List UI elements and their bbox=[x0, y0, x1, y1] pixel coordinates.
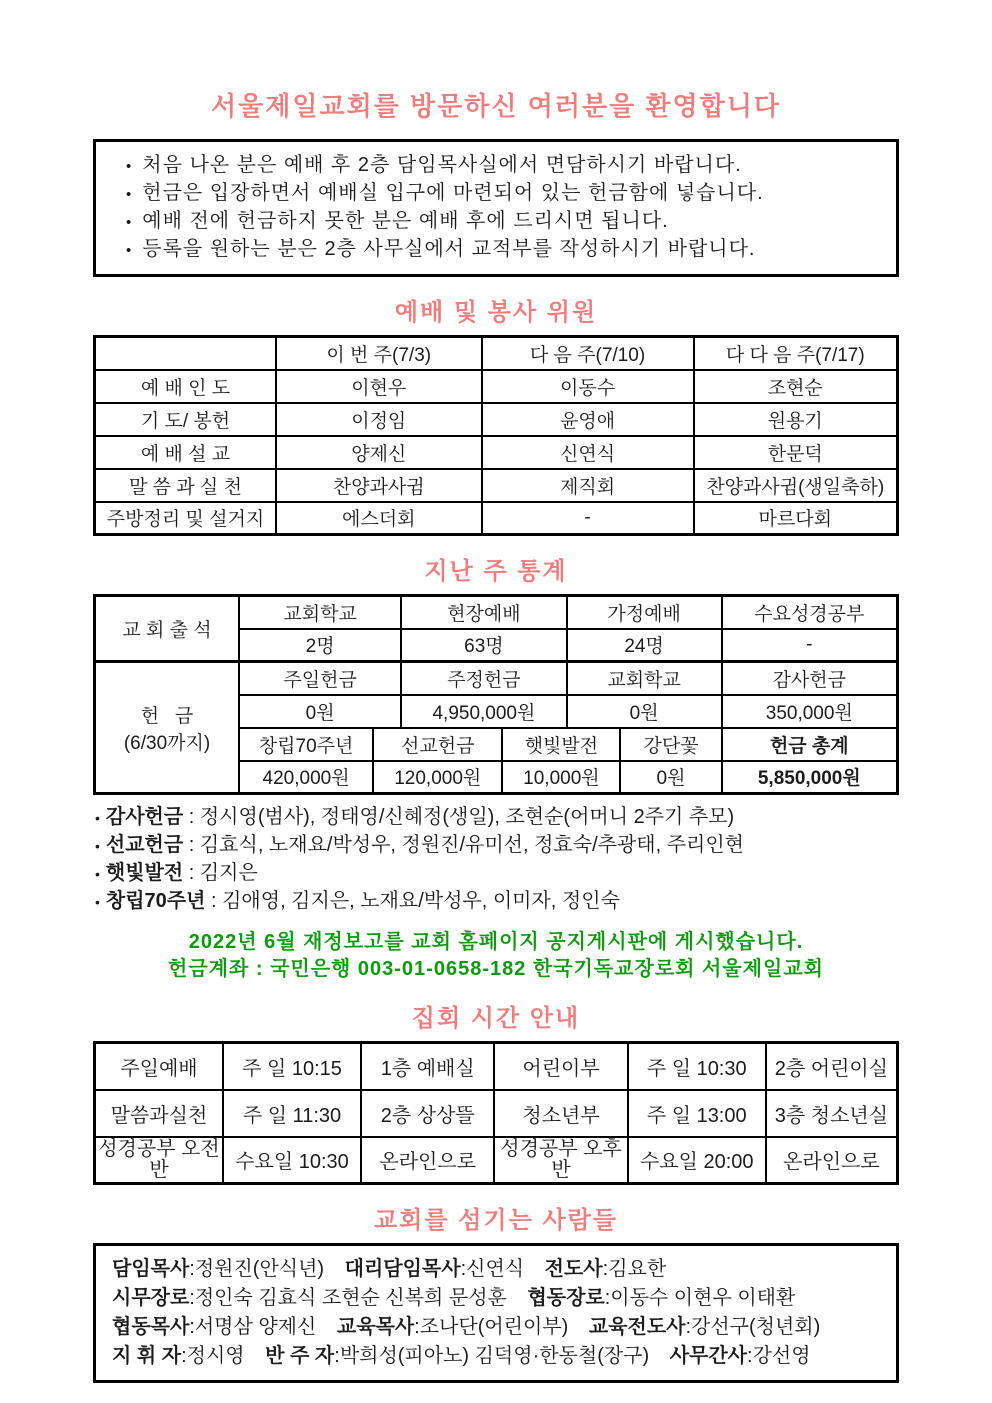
staff-line bbox=[112, 1342, 880, 1371]
row-label: 기 도/ 봉헌 bbox=[95, 403, 276, 436]
cell: - bbox=[482, 502, 694, 535]
cell: 420,000원 bbox=[239, 761, 373, 794]
staff-separator: : bbox=[685, 1316, 692, 1338]
cell: 350,000원 bbox=[722, 695, 898, 728]
bullet-icon: • bbox=[95, 810, 100, 826]
staff-entry bbox=[337, 1316, 568, 1338]
section-title-serving-people: 교회를 섬기는 사람들 bbox=[374, 1207, 618, 1234]
welcome-item bbox=[126, 236, 888, 264]
welcome-box bbox=[93, 139, 899, 277]
note-item bbox=[95, 804, 899, 832]
note-item bbox=[95, 832, 899, 860]
cell: 교회학교 bbox=[239, 596, 401, 629]
staff-entry bbox=[527, 1287, 795, 1309]
table-row bbox=[95, 370, 898, 403]
header-cell-this-week: 이 번 주(7/3) bbox=[276, 337, 482, 370]
cell: 찬양과사귐(생일축하) bbox=[694, 469, 898, 502]
notice-line-bank-account: 헌금계좌 : 국민은행 003-01-0658-182 한국기독교장로회 서울제일교회 bbox=[168, 958, 824, 980]
staff-role: 전도사 bbox=[544, 1258, 603, 1280]
note-separator: : bbox=[205, 890, 223, 912]
table-row bbox=[95, 436, 898, 469]
staff-names: 정인숙 김효식 조현순 신복희 문성훈 bbox=[194, 1287, 507, 1309]
cell: 윤영애 bbox=[482, 403, 694, 436]
note-label: 창립70주년 bbox=[105, 890, 206, 912]
bullet-icon: • bbox=[95, 866, 100, 882]
staff-names: 서명삼 양제신 bbox=[194, 1316, 317, 1338]
cell: 주일예배 bbox=[95, 1043, 223, 1090]
staff-role: 사무간사 bbox=[669, 1345, 747, 1367]
staff-separator: : bbox=[189, 1258, 195, 1280]
welcome-item-text: 처음 나온 분은 예배 후 2층 담임목사실에서 면담하시기 바랍니다. bbox=[142, 154, 742, 176]
welcome-item bbox=[126, 208, 888, 236]
meeting-times-table bbox=[93, 1041, 899, 1185]
cell: 현장예배 bbox=[401, 596, 566, 629]
cell: 주 일 11:30 bbox=[223, 1090, 361, 1137]
cell: 3층 청소년실 bbox=[766, 1090, 898, 1137]
cell: 한문덕 bbox=[694, 436, 898, 469]
offering-notes bbox=[95, 804, 899, 916]
stats-table bbox=[93, 594, 899, 795]
note-text: 정시영(범사), 정태영/신혜정(생일), 조현순(어머니 2주기 추모) bbox=[199, 806, 735, 828]
staff-role: 교육목사 bbox=[336, 1316, 415, 1338]
staff-names: 강선영 bbox=[752, 1345, 811, 1367]
welcome-item-text: 헌금은 입장하면서 예배실 입구에 마련되어 있는 헌금함에 넣습니다. bbox=[142, 182, 764, 204]
staff-entry bbox=[112, 1345, 245, 1367]
staff-line bbox=[112, 1313, 880, 1342]
staff-entry bbox=[112, 1287, 507, 1309]
table-row bbox=[95, 502, 898, 535]
cell: 마르다회 bbox=[694, 502, 898, 535]
cell: 창립70주년 bbox=[239, 728, 373, 761]
row-label: 예 배 설 교 bbox=[95, 436, 276, 469]
bullet-icon: • bbox=[126, 242, 133, 259]
staff-names: 김요한 bbox=[608, 1258, 667, 1280]
table-header-row bbox=[95, 337, 898, 370]
offering-label-line1: 헌 금 bbox=[140, 705, 194, 727]
cell: 주 일 10:30 bbox=[628, 1043, 766, 1090]
cell: 2명 bbox=[239, 629, 401, 662]
cell: 양제신 bbox=[276, 436, 482, 469]
cell: 120,000원 bbox=[373, 761, 502, 794]
staff-separator: : bbox=[414, 1316, 420, 1338]
section-title-meeting-times: 집회 시간 안내 bbox=[411, 1005, 581, 1032]
cell: 10,000원 bbox=[502, 761, 620, 794]
cell: 이정임 bbox=[276, 403, 482, 436]
bullet-icon: • bbox=[95, 838, 100, 854]
staff-box bbox=[93, 1243, 899, 1383]
bulletin-content bbox=[93, 86, 899, 1383]
table-row bbox=[95, 403, 898, 436]
cell: 온라인으로 bbox=[766, 1137, 898, 1184]
cell: 63명 bbox=[401, 629, 566, 662]
offering-header-row-1 bbox=[95, 662, 898, 695]
cell: 찬양과사귐 bbox=[276, 469, 482, 502]
section-title-worship-committee: 예배 및 봉사 위원 bbox=[394, 299, 598, 326]
staff-entry bbox=[265, 1345, 649, 1367]
section-title-last-week-stats: 지난 주 통계 bbox=[424, 558, 568, 585]
row-label: 주방정리 및 설거지 bbox=[95, 502, 276, 535]
staff-entry bbox=[589, 1316, 820, 1338]
worship-committee-table bbox=[93, 335, 899, 536]
cell: 수요성경공부 bbox=[722, 596, 898, 629]
cell: 이동수 bbox=[482, 370, 694, 403]
header-cell-empty bbox=[95, 337, 276, 370]
cell: 수요일 10:30 bbox=[223, 1137, 361, 1184]
cell: 주일헌금 bbox=[239, 662, 401, 695]
table-row bbox=[95, 1137, 898, 1184]
staff-entry bbox=[545, 1258, 667, 1280]
cell: 청소년부 bbox=[494, 1090, 627, 1137]
staff-role: 반 주 자 bbox=[265, 1345, 335, 1367]
cell: 온라인으로 bbox=[361, 1137, 494, 1184]
staff-names: 신연식 bbox=[466, 1258, 525, 1280]
cell: 어린이부 bbox=[494, 1043, 627, 1090]
offering-label bbox=[95, 662, 240, 794]
header-cell-next-week: 다 음 주(7/10) bbox=[482, 337, 694, 370]
cell: 감사헌금 bbox=[722, 662, 898, 695]
staff-separator: : bbox=[334, 1345, 340, 1367]
cell-total-label: 헌금 총계 bbox=[722, 728, 898, 761]
cell: 주 일 13:00 bbox=[628, 1090, 766, 1137]
cell: 성경공부 오전반 bbox=[95, 1137, 223, 1184]
bullet-icon: • bbox=[95, 894, 100, 910]
staff-separator: : bbox=[604, 1287, 611, 1309]
table-row bbox=[95, 1090, 898, 1137]
staff-entry bbox=[670, 1345, 811, 1367]
cell: 수요일 20:00 bbox=[628, 1137, 766, 1184]
cell: 성경공부 오후반 bbox=[494, 1137, 627, 1184]
staff-line bbox=[112, 1255, 880, 1284]
cell: 햇빛발전 bbox=[502, 728, 620, 761]
staff-names: 정시영 bbox=[186, 1345, 245, 1367]
page-title: 서울제일교회를 방문하신 여러분을 환영합니다 bbox=[211, 91, 781, 121]
attendance-label: 교 회 출 석 bbox=[95, 596, 240, 662]
cell: 제직회 bbox=[482, 469, 694, 502]
welcome-item bbox=[126, 180, 888, 208]
cell: 0원 bbox=[239, 695, 401, 728]
staff-role: 대리담임목사 bbox=[344, 1258, 461, 1280]
note-text: 김애영, 김지은, 노재요/박성우, 이미자, 정인숙 bbox=[222, 890, 620, 912]
staff-separator: : bbox=[181, 1345, 187, 1367]
table-row bbox=[95, 469, 898, 502]
row-label: 예 배 인 도 bbox=[95, 370, 276, 403]
cell: 선교헌금 bbox=[373, 728, 502, 761]
row-label: 말 씀 과 실 천 bbox=[95, 469, 276, 502]
staff-names: 조나단(어린이부) bbox=[419, 1316, 569, 1338]
cell: 에스더회 bbox=[276, 502, 482, 535]
staff-role: 협동장로 bbox=[527, 1287, 605, 1309]
note-separator: : bbox=[183, 806, 200, 828]
staff-role: 지 휘 자 bbox=[112, 1345, 182, 1367]
note-label: 감사헌금 bbox=[105, 806, 184, 828]
staff-separator: : bbox=[460, 1258, 467, 1280]
cell: 24명 bbox=[567, 629, 722, 662]
staff-names: 이동수 이현우 이태환 bbox=[610, 1287, 796, 1309]
notice-line-report: 2022년 6월 재정보고를 교회 홈페이지 공지게시판에 게시했습니다. bbox=[188, 931, 804, 953]
note-text: 김지은 bbox=[199, 862, 258, 884]
staff-role: 담임목사 bbox=[112, 1258, 190, 1280]
cell: 신연식 bbox=[482, 436, 694, 469]
staff-separator: : bbox=[602, 1258, 609, 1280]
staff-line bbox=[112, 1284, 880, 1313]
cell: 주 일 10:15 bbox=[223, 1043, 361, 1090]
note-item bbox=[95, 888, 899, 916]
cell: 강단꽃 bbox=[620, 728, 721, 761]
note-item bbox=[95, 860, 899, 888]
cell: 주정헌금 bbox=[401, 662, 566, 695]
cell: 이현우 bbox=[276, 370, 482, 403]
welcome-item bbox=[126, 152, 888, 180]
staff-entry bbox=[112, 1258, 324, 1280]
staff-names: 정원진(안식년) bbox=[194, 1258, 325, 1280]
note-separator: : bbox=[183, 834, 200, 856]
cell: 1층 예배실 bbox=[361, 1043, 494, 1090]
note-separator: : bbox=[183, 862, 200, 884]
staff-separator: : bbox=[747, 1345, 753, 1367]
bullet-icon: • bbox=[126, 158, 133, 175]
cell: 교회학교 bbox=[567, 662, 722, 695]
cell: 2층 어린이실 bbox=[766, 1043, 898, 1090]
cell: 말씀과실천 bbox=[95, 1090, 223, 1137]
note-label: 햇빛발전 bbox=[105, 862, 184, 884]
welcome-item-text: 예배 전에 헌금하지 못한 분은 예배 후에 드리시면 됩니다. bbox=[142, 210, 669, 232]
cell: 조현순 bbox=[694, 370, 898, 403]
staff-names: 강선구(청년회) bbox=[691, 1316, 821, 1338]
table-row bbox=[95, 1043, 898, 1090]
cell: 가정예배 bbox=[567, 596, 722, 629]
bullet-icon: • bbox=[126, 214, 133, 231]
bullet-icon: • bbox=[126, 186, 133, 203]
attendance-header-row bbox=[95, 596, 898, 629]
cell: 원용기 bbox=[694, 403, 898, 436]
note-text: 김효식, 노재요/박성우, 정원진/유미선, 정효숙/추광태, 주리인현 bbox=[199, 834, 744, 856]
cell: - bbox=[722, 629, 898, 662]
staff-names: 박희성(피아노) 김덕영·한동철(장구) bbox=[339, 1345, 650, 1367]
staff-entry bbox=[345, 1258, 524, 1280]
staff-separator: : bbox=[189, 1287, 195, 1309]
cell: 2층 상상뜰 bbox=[361, 1090, 494, 1137]
staff-role: 협동목사 bbox=[112, 1316, 190, 1338]
header-cell-week-after: 다 다 음 주(7/17) bbox=[694, 337, 898, 370]
staff-entry bbox=[112, 1316, 316, 1338]
staff-separator: : bbox=[189, 1316, 195, 1338]
cell-total-value: 5,850,000원 bbox=[722, 761, 898, 794]
staff-role: 교육전도사 bbox=[588, 1316, 686, 1338]
cell: 0원 bbox=[567, 695, 722, 728]
staff-role: 시무장로 bbox=[112, 1287, 190, 1309]
note-label: 선교헌금 bbox=[105, 834, 184, 856]
welcome-item-text: 등록을 원하는 분은 2층 사무실에서 교적부를 작성하시기 바랍니다. bbox=[142, 238, 756, 260]
cell: 0원 bbox=[620, 761, 721, 794]
financial-notice bbox=[93, 929, 899, 983]
cell: 4,950,000원 bbox=[401, 695, 566, 728]
offering-label-line2: (6/30까지) bbox=[123, 732, 211, 754]
